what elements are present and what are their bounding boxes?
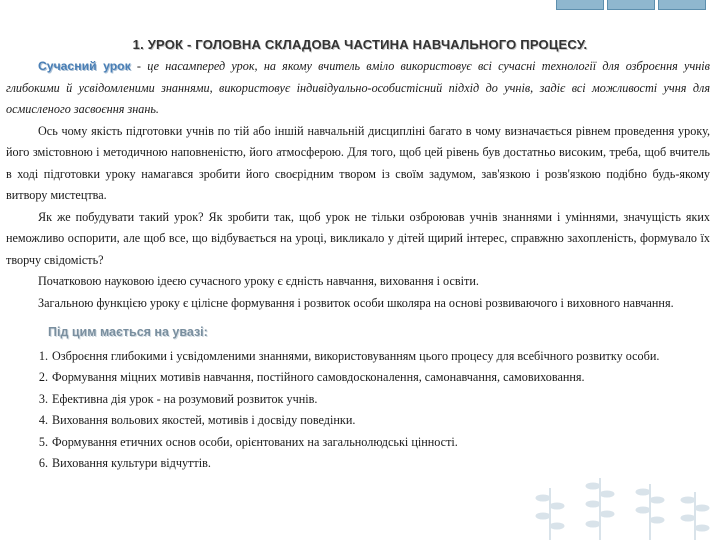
page-title: 1. УРОК - ГОЛОВНА СКЛАДОВА ЧАСТИНА НАВЧАЛЬНОГО ПРОЦЕСУ. (132, 37, 588, 52)
corner-tab (607, 0, 655, 10)
list-item-text: Формування етичних основ особи, орієнтованих на загальнолюдські цінності. (52, 434, 458, 449)
list-item-number: 2. (38, 370, 48, 384)
corner-tabs (556, 0, 706, 10)
numbered-list (6, 346, 710, 475)
list-item-text: Виховання культури відчуттів. (52, 456, 211, 470)
list-item-text: Формування міцних мотивів навчання, постійного самовдосконалення, самонавчання, самовиховання. (52, 370, 585, 384)
list-item-number: 5. (38, 434, 48, 449)
slide-top-bar (0, 0, 720, 18)
list-item-number: 1. (38, 348, 48, 363)
body-paragraph: Ось чому якість підготовки учнів по тій або іншій навчальній дисципліні багато в чому визначається рівнем проведення уроку, його змістовною і методичною наповненістю, його атмосферою. Для того, щоб цей рівень був достатньо високим, треба, щоб вчитель в ході підготовки уроку намагався зробити його своєрідним твором із своїм задумом, зав'язкою і розв'язкою подібно будь-якому витвору мистецтва. (6, 123, 710, 202)
list-item-number: 4. (38, 413, 48, 427)
list-subheading: Під цим мається на увазі: (48, 325, 208, 339)
body-paragraph: Загальною функцією уроку є цілісне формування і розвиток особи школяра на основі розвиваючого і виховного навчання. (38, 295, 674, 310)
list-item (34, 410, 710, 432)
list-item (34, 346, 710, 368)
list-item-text: Виховання вольових якостей, мотивів і досвіду поведінки. (52, 413, 356, 427)
body-paragraph: Початковою науковою ідеєю сучасного уроку є єдність навчання, виховання і освіти. (38, 274, 479, 288)
list-item-text: Ефективна дія урок - на розумовий розвиток учнів. (52, 391, 318, 406)
document-body (6, 56, 710, 475)
body-paragraph: Як же побудувати такий урок? Як зробити так, щоб урок не тільки озброював учнів знаннями і уміннями, значущість яких неможливо оспорити, але щоб все, що відбувається на уроці, викликало у дітей щирий інтерес, справжню захопленість, формувало їх творчу свідомість? (6, 209, 710, 267)
corner-tab (658, 0, 706, 10)
corner-tab (556, 0, 604, 10)
intro-term: Сучасний урок (38, 59, 131, 73)
intro-text: - це насамперед урок, на якому вчитель вміло використовує всі сучасні технології для озброєння учнів глибокими й усвідомленими знаннями, використовує індивідуально-особистісний підхід до учнів, задіє всі можливості учня для осмисленого засвоєння знань. (6, 59, 710, 116)
list-item-number: 6. (38, 456, 48, 470)
list-item (34, 367, 710, 389)
list-item-number: 3. (38, 391, 48, 406)
plant-silhouette-decoration (510, 470, 720, 540)
list-item-text: Озброєння глибокими і усвідомленими знаннями, використовуванням цього процесу для всебічного розвитку особи. (52, 348, 660, 363)
intro-paragraph (6, 56, 710, 121)
list-item (34, 389, 710, 411)
list-item (34, 432, 710, 454)
